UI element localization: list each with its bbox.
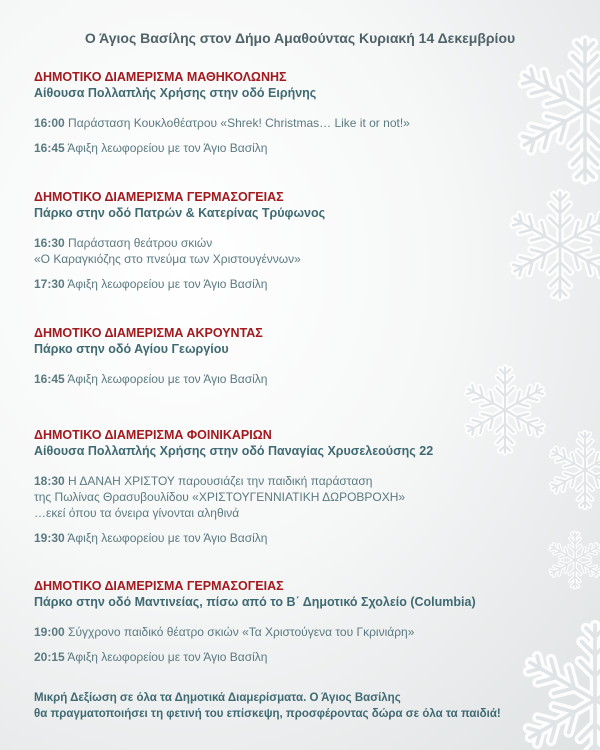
district-section [34, 578, 574, 665]
event-time: 19:30 [34, 531, 65, 545]
footer-line: θα πραγματοποιήσει τη φετινή του επίσκεψη, προσφέροντας δώρα σε όλα τα παιδιά! [34, 708, 501, 720]
venue-name: Πάρκο στην οδό Πατρών & Κατερίνας Τρύφωνος [34, 206, 326, 220]
footer-line: Μικρή Δεξίωση σε όλα τα Δημοτικά Διαμερίσματα. Ο Άγιος Βασίλης [34, 692, 401, 704]
event-time: 16:45 [34, 372, 65, 386]
event-item [34, 115, 574, 131]
event-time: 19:00 [34, 625, 65, 639]
event-description: Άφιξη λεωφορείου με τον Άγιο Βασίλη [67, 277, 268, 291]
district-section [34, 325, 574, 387]
venue-name: Πάρκο στην οδό Μαντινείας, πίσω από το Β΄ Δημοτικό Σχολείο (Columbia) [34, 595, 476, 609]
event-description: Παράσταση θεάτρου σκιών [68, 236, 213, 250]
venue-name: Αίθουσα Πολλαπλής Χρήσης στην οδό Παναγίας Χρυσελεούσης 22 [34, 444, 434, 458]
district-name: ΔΗΜΟΤΙΚΟ ΔΙΑΜΕΡΙΣΜΑ ΓΕΡΜΑΣΟΓΕΙΑΣ [34, 190, 284, 204]
event-item [34, 530, 574, 546]
event-description: Παράσταση Κουκλοθέατρου «Shrek! Christmas… Like it or not!» [68, 116, 410, 130]
event-item [34, 276, 574, 292]
event-description: Άφιξη λεωφορείου με τον Άγιο Βασίλη [67, 531, 268, 545]
district-name: ΔΗΜΟΤΙΚΟ ΔΙΑΜΕΡΙΣΜΑ ΓΕΡΜΑΣΟΓΕΙΑΣ [34, 579, 284, 593]
event-description: Η ΔΑΝΑΗ ΧΡΙΣΤΟΥ παρουσιάζει την παιδική παράσταση [68, 474, 373, 488]
event-item [34, 140, 574, 156]
district-section [34, 189, 574, 292]
event-time: 17:30 [34, 277, 65, 291]
event-time: 16:45 [34, 141, 65, 155]
event-description: Σύγχρονο παιδικό θέατρο σκιών «Τα Χριστούγενα του Γκρινιάρη» [68, 625, 415, 639]
event-description: «Ο Καραγκιόζης στο πνεύμα των Χριστουγέννων» [34, 252, 301, 266]
event-time: 18:30 [34, 474, 65, 488]
event-description: Άφιξη λεωφορείου με τον Άγιο Βασίλη [67, 372, 268, 386]
event-item [34, 624, 574, 640]
event-time: 20:15 [34, 650, 65, 664]
district-name: ΔΗΜΟΤΙΚΟ ΔΙΑΜΕΡΙΣΜΑ ΦΟΙΝΙΚΑΡΙΩΝ [34, 428, 272, 442]
event-description: Άφιξη λεωφορείου με τον Άγιο Βασίλη [67, 650, 268, 664]
district-name: ΔΗΜΟΤΙΚΟ ΔΙΑΜΕΡΙΣΜΑ ΜΑΘΗΚΟΛΩΝΗΣ [34, 70, 287, 84]
district-name: ΔΗΜΟΤΙΚΟ ΔΙΑΜΕΡΙΣΜΑ ΑΚΡΟΥΝΤΑΣ [34, 326, 263, 340]
event-description: …εκεί όπου τα όνειρα γίνονται αληθινά [34, 506, 240, 520]
event-description: Άφιξη λεωφορείου με τον Άγιο Βασίλη [67, 141, 268, 155]
footer-note [34, 690, 579, 722]
district-section [34, 69, 574, 156]
venue-name: Αίθουσα Πολλαπλής Χρήσης στην οδό Ειρήνης [34, 86, 317, 100]
event-time: 16:30 [34, 236, 65, 250]
event-item [34, 371, 574, 387]
event-item [34, 473, 574, 521]
event-description: της Πωλίνας Θρασυβουλίδου «ΧΡΙΣΤΟΥΓΕΝΝΙΑΤΙΚΗ ΔΩΡΟΒΡΟΧΗ» [34, 490, 406, 504]
event-item [34, 649, 574, 665]
event-time: 16:00 [34, 116, 65, 130]
venue-name: Πάρκο στην οδό Αγίου Γεωργίου [34, 342, 229, 356]
event-item [34, 235, 574, 267]
district-section [34, 427, 574, 546]
page-title: Ο Άγιος Βασίλης στον Δήμο Αμαθούντας Κυριακή 14 Δεκεμβρίου [84, 30, 516, 46]
